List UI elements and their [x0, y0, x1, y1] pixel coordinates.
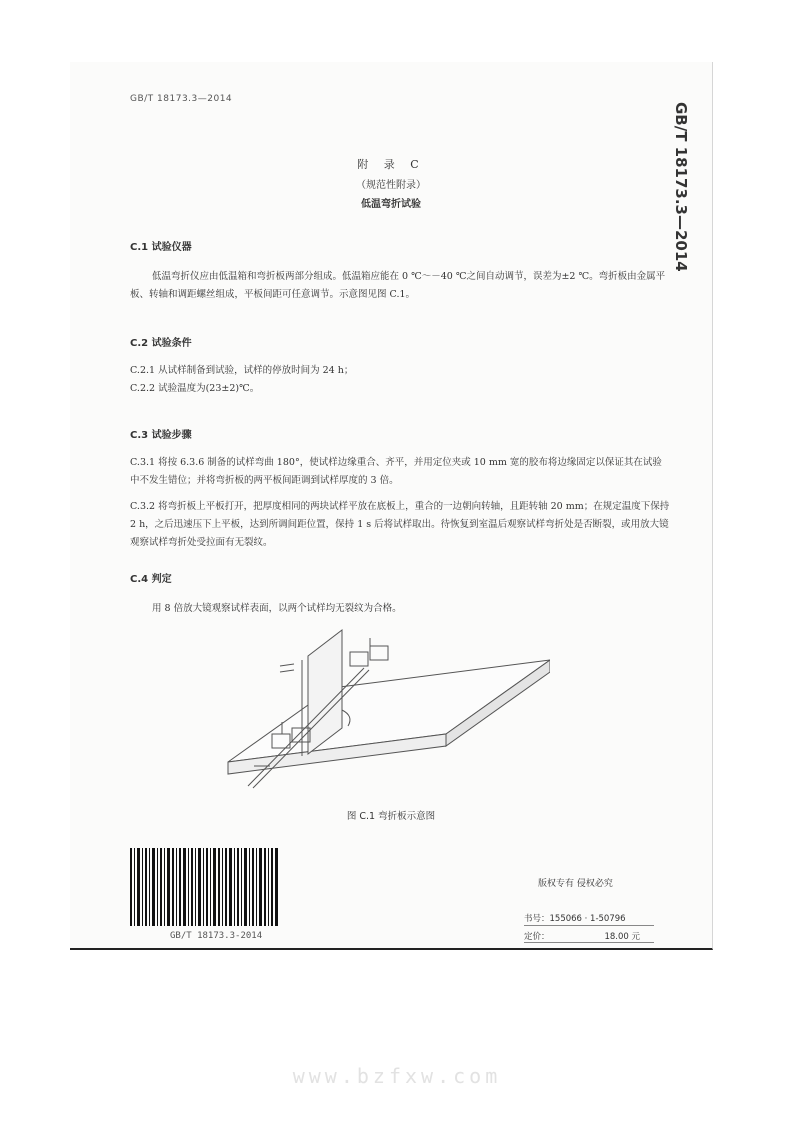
annex-type: （规范性附录）	[356, 180, 426, 191]
bending-plate-diagram	[220, 610, 550, 800]
section-c2-2: C.2.2 试验温度为(23±2)℃。	[130, 383, 260, 394]
section-c3-2: C.3.2 将弯折板上平板打开，把厚度相同的两块试样平放在底板上，重合的一边朝向转轴，且距转轴 20 mm；在规定温度下保持 2 h，之后迅速压下上平板，达到所调间距位置，保持 1 s 后将试样取出。待恢复到室温后观察试样弯折处是否断裂，或用放大镜观察试样弯折处受拉面有无裂纹。	[130, 501, 670, 548]
side-standard-code: GB/T 18173.3—2014	[672, 102, 690, 272]
price-value: 18.00 元	[604, 932, 640, 942]
page-header: GB/T 18173.3—2014	[130, 94, 233, 104]
barcode-number: GB/T 18173.3-2014	[170, 931, 263, 941]
figure-caption: 图 C.1 弯折板示意图	[346, 811, 436, 822]
price-line	[524, 930, 654, 943]
section-c1-text: 低温弯折仪应由低温箱和弯折板两部分组成。低温箱应能在 0 ℃～－40 ℃之间自动调节，误差为±2 ℃。弯折板由金属平板、转轴和调距螺丝组成，平板间距可任意调节。示意图见图 C.1。	[130, 271, 666, 300]
scanned-page	[70, 62, 713, 950]
section-c4-text: 用 8 倍放大镜观察试样表面，以两个试样均无裂纹为合格。	[152, 603, 402, 614]
annex-title: 附 录 C	[357, 158, 425, 171]
book-number: 书号：155066 · 1-50796	[524, 912, 654, 926]
section-c3-heading: C.3 试验步骤	[130, 430, 192, 441]
section-c1-heading: C.1 试验仪器	[130, 242, 192, 253]
section-c2-1: C.2.1 从试样制备到试验，试样的停放时间为 24 h；	[130, 365, 354, 376]
watermark: www.bzfxw.com	[292, 1064, 502, 1088]
barcode	[130, 848, 278, 926]
section-c4-heading: C.4 判定	[130, 574, 172, 585]
price-label: 定价：	[524, 932, 550, 942]
section-c3-1: C.3.1 将按 6.3.6 制备的试样弯曲 180°，使试样边缘重合、齐平，并用定位夹或 10 mm 宽的胶布将边缘固定以保证其在试验中不发生错位；并将弯折板的两平板间距调到试样厚度的 3 倍。	[130, 457, 662, 486]
section-c2-heading: C.2 试验条件	[130, 338, 192, 349]
annex-name: 低温弯折试验	[361, 199, 421, 210]
copyright-notice: 版权专有 侵权必究	[538, 879, 613, 889]
